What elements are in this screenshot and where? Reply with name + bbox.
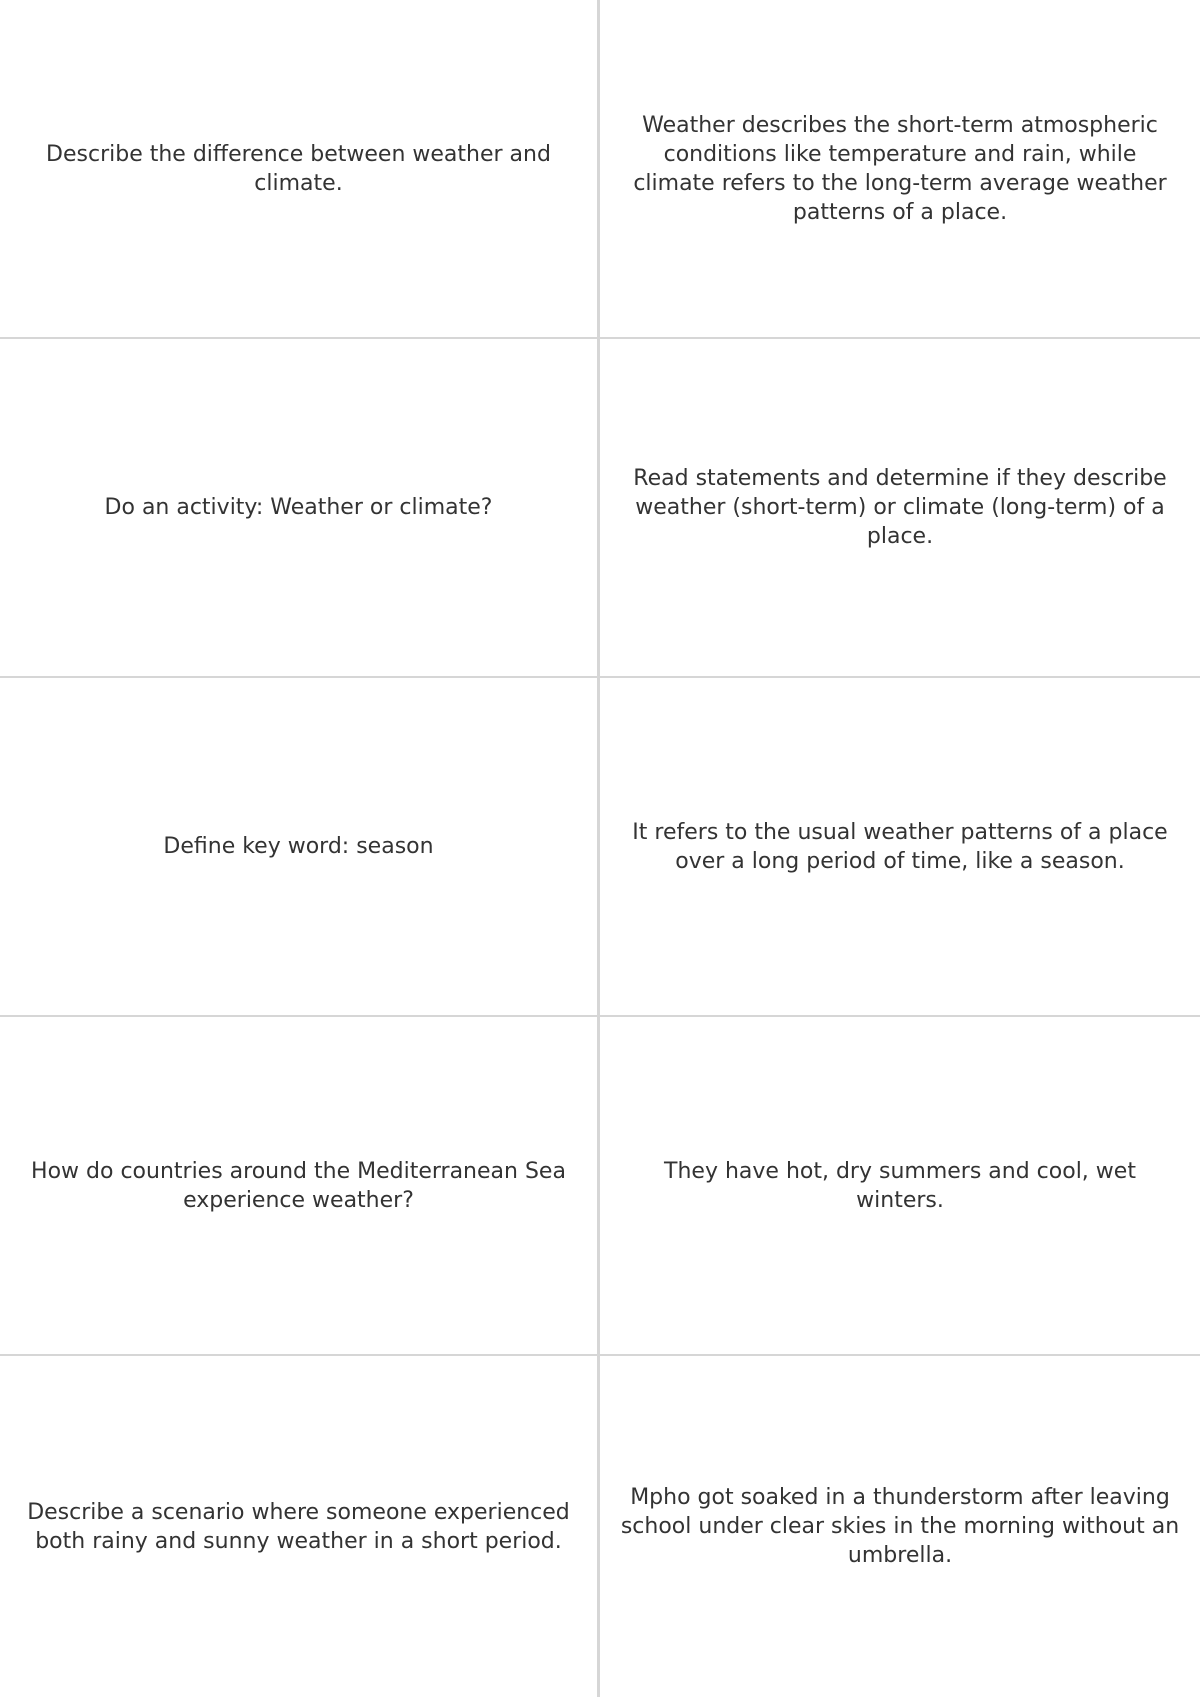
card-back-text: Weather describes the short-term atmospheric conditions like temperature and rain, while climate refers to the long-term average weather patterns of a place. [633, 112, 1167, 225]
card-back-text: It refers to the usual weather patterns of a place over a long period of time, like a season. [632, 819, 1168, 874]
card-back-text: They have hot, dry summers and cool, wet winters. [664, 1158, 1136, 1213]
card-front-text: Do an activity: Weather or climate? [104, 495, 493, 520]
card-front [0, 339, 600, 678]
card-front [0, 0, 600, 339]
card-front-text: How do countries around the Mediterranean Sea experience weather? [31, 1158, 566, 1213]
card-front-text: Define key word: season [163, 834, 434, 859]
card-front [0, 1017, 600, 1356]
card-back [600, 339, 1200, 678]
card-back-text: Mpho got soaked in a thunderstorm after leaving school under clear skies in the morning without an umbrella. [620, 1485, 1180, 1568]
card-front [0, 678, 600, 1017]
card-front [0, 1356, 600, 1697]
card-back [600, 1356, 1200, 1697]
card-front-text: Describe the difference between weather and climate. [46, 141, 551, 196]
card-front-text: Describe a scenario where someone experienced both rainy and sunny weather in a short period. [27, 1499, 570, 1554]
card-back [600, 0, 1200, 339]
card-back-text: Read statements and determine if they describe weather (short-term) or climate (long-term) of a place. [633, 466, 1167, 549]
card-back [600, 1017, 1200, 1356]
card-back [600, 678, 1200, 1017]
